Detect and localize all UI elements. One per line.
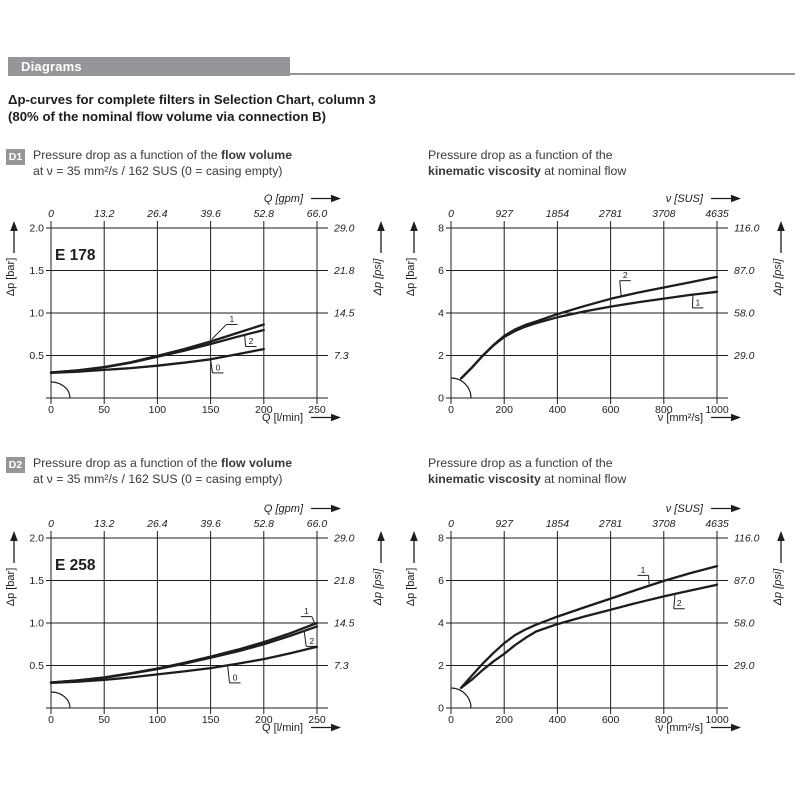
arrow-right-icon	[331, 414, 341, 422]
svg-text:0: 0	[232, 672, 238, 683]
arrow-right-icon	[731, 195, 741, 203]
svg-text:39.6: 39.6	[200, 518, 221, 530]
origin-arc	[51, 382, 70, 398]
svg-text:2: 2	[438, 660, 444, 672]
caption-d2-right	[428, 456, 788, 488]
curve-label-2	[674, 595, 685, 609]
tick-labels	[438, 208, 760, 416]
caption-text: at ν = 35 mm²/s / 162 SUS (0 = casing empty)	[33, 471, 283, 486]
svg-text:200: 200	[255, 404, 273, 416]
svg-text:2: 2	[309, 635, 315, 646]
svg-text:52.8: 52.8	[253, 518, 275, 530]
page-title-line1: Δp-curves for complete filters in Selection Chart, column 3	[8, 92, 376, 107]
curve-label-2	[245, 335, 257, 347]
caption-text: Pressure drop as a function of the	[33, 148, 221, 162]
caption-text: Pressure drop as a function of the	[33, 456, 221, 470]
caption-text-bold: kinematic viscosity	[428, 163, 541, 178]
svg-text:14.5: 14.5	[334, 307, 355, 320]
svg-text:600: 600	[601, 714, 620, 726]
svg-text:13.2: 13.2	[93, 208, 115, 220]
svg-text:927: 927	[495, 518, 513, 530]
right-axis-title: Δp [psi]	[372, 568, 384, 606]
svg-text:0: 0	[215, 362, 221, 373]
curves	[461, 277, 717, 379]
svg-text:21.8: 21.8	[334, 265, 355, 277]
svg-text:66.0: 66.0	[306, 518, 328, 530]
chart-d1-flow-volume	[0, 190, 400, 440]
caption-d2-left-text	[33, 456, 292, 488]
svg-text:0: 0	[48, 208, 54, 220]
svg-text:3708: 3708	[652, 518, 676, 530]
svg-text:2: 2	[248, 336, 254, 347]
svg-text:116.0: 116.0	[734, 532, 760, 545]
arrow-right-icon	[731, 414, 741, 422]
chart-d1-viscosity	[400, 190, 800, 440]
caption-text: Pressure drop as a function of the	[428, 148, 613, 162]
left-axis-title: Δp [bar]	[405, 567, 417, 607]
svg-text:1000: 1000	[705, 404, 729, 416]
svg-text:29.0: 29.0	[334, 222, 355, 235]
caption-text: Pressure drop as a function of the	[428, 456, 613, 470]
svg-text:29.0: 29.0	[734, 350, 755, 362]
curve-label-0	[211, 360, 224, 373]
svg-text:0: 0	[448, 208, 454, 220]
top-axis-title: Q [gpm]	[263, 503, 303, 515]
curve-label-1	[692, 295, 703, 308]
svg-text:0: 0	[448, 404, 454, 416]
caption-d1-left	[6, 148, 396, 180]
svg-text:100: 100	[148, 404, 167, 416]
svg-text:0: 0	[438, 392, 444, 405]
svg-text:0.5: 0.5	[29, 660, 44, 672]
right-axis-title: Δp [psi]	[372, 258, 384, 296]
top-axis-title: ν [SUS]	[665, 503, 703, 515]
caption-d1-left-text	[33, 148, 292, 180]
curves	[51, 623, 317, 683]
curve-label-2	[620, 270, 631, 296]
svg-text:2: 2	[676, 598, 682, 609]
svg-text:1854: 1854	[545, 518, 570, 530]
caption-text: at nominal flow	[540, 163, 627, 178]
svg-text:100: 100	[148, 714, 167, 726]
curve-label-0	[228, 666, 241, 683]
svg-text:50: 50	[98, 404, 111, 416]
left-axis-title: Δp [bar]	[405, 257, 417, 297]
curve-1	[51, 623, 317, 683]
svg-text:29.0: 29.0	[334, 532, 355, 545]
caption-text-bold: kinematic viscosity	[428, 471, 541, 486]
caption-text: at ν = 35 mm²/s / 162 SUS (0 = casing empty)	[33, 163, 283, 178]
right-axis-title: Δp [psi]	[772, 258, 784, 296]
svg-text:52.8: 52.8	[253, 208, 275, 220]
grid	[446, 531, 728, 714]
tick-labels	[438, 518, 760, 726]
svg-text:6: 6	[438, 265, 444, 277]
arrow-right-icon	[731, 505, 741, 513]
svg-text:6: 6	[438, 575, 444, 587]
bottom-axis-title: ν [mm²/s]	[657, 722, 703, 734]
svg-text:1.0: 1.0	[29, 617, 44, 630]
svg-text:26.4: 26.4	[147, 518, 168, 530]
svg-text:8: 8	[438, 222, 444, 235]
curve-label-1	[638, 565, 650, 584]
svg-text:1: 1	[640, 564, 646, 575]
svg-text:13.2: 13.2	[93, 518, 115, 530]
svg-text:250: 250	[308, 714, 326, 726]
svg-text:87.0: 87.0	[734, 575, 755, 587]
arrow-right-icon	[731, 724, 741, 732]
svg-text:600: 600	[601, 404, 620, 416]
caption-d1-right	[428, 148, 788, 180]
caption-text-bold: flow volume	[220, 148, 293, 162]
svg-text:29.0: 29.0	[734, 660, 755, 672]
svg-text:2.0: 2.0	[29, 532, 44, 545]
svg-text:14.5: 14.5	[334, 617, 355, 630]
svg-text:1.5: 1.5	[29, 575, 44, 587]
svg-text:21.8: 21.8	[334, 575, 355, 587]
section-header	[8, 57, 290, 76]
svg-text:250: 250	[308, 404, 326, 416]
top-axis-title: ν [SUS]	[665, 193, 703, 205]
svg-text:927: 927	[495, 208, 513, 220]
page-title	[8, 91, 376, 125]
left-axis-title: Δp [bar]	[5, 567, 17, 607]
svg-text:1854: 1854	[545, 208, 570, 220]
svg-text:4: 4	[438, 617, 444, 630]
svg-text:0: 0	[448, 518, 454, 530]
tick-labels	[29, 208, 354, 416]
svg-text:3708: 3708	[652, 208, 676, 220]
page-title-line2: (80% of the nominal flow volume via connection B)	[8, 109, 327, 124]
svg-text:2: 2	[438, 350, 444, 362]
top-axis-title: Q [gpm]	[263, 193, 303, 205]
svg-text:39.6: 39.6	[200, 208, 221, 220]
model-label: E 178	[55, 247, 96, 264]
curve-label-1	[212, 314, 238, 339]
svg-text:0.5: 0.5	[29, 350, 44, 362]
svg-text:150: 150	[201, 714, 220, 726]
svg-text:800: 800	[655, 404, 673, 416]
svg-text:1: 1	[229, 313, 235, 324]
svg-text:50: 50	[98, 714, 111, 726]
curve-label-2	[304, 631, 317, 646]
svg-text:87.0: 87.0	[734, 265, 755, 277]
svg-text:66.0: 66.0	[306, 208, 328, 220]
svg-text:4: 4	[438, 307, 444, 320]
curve-2	[461, 277, 717, 379]
curve-2	[51, 626, 317, 682]
svg-text:0: 0	[448, 714, 454, 726]
svg-text:1: 1	[303, 606, 309, 617]
arrow-right-icon	[331, 505, 341, 513]
svg-text:0: 0	[48, 404, 54, 416]
svg-text:0: 0	[48, 714, 54, 726]
left-axis-title: Δp [bar]	[5, 257, 17, 297]
svg-text:800: 800	[655, 714, 673, 726]
tick-labels	[29, 518, 354, 726]
caption-d1-right-text	[428, 148, 626, 180]
svg-text:150: 150	[201, 404, 220, 416]
svg-text:4635: 4635	[705, 518, 729, 530]
svg-text:2: 2	[622, 270, 628, 281]
d2-badge: D2	[6, 457, 25, 473]
svg-text:8: 8	[438, 532, 444, 545]
svg-text:1.5: 1.5	[29, 265, 44, 277]
svg-text:0: 0	[48, 518, 54, 530]
svg-text:7.3: 7.3	[334, 350, 349, 362]
chart-d2-flow-volume	[0, 500, 400, 750]
section-header-label: Diagrams	[21, 59, 82, 74]
svg-text:58.0: 58.0	[734, 307, 755, 320]
curves	[461, 566, 717, 688]
svg-text:4635: 4635	[705, 208, 729, 220]
svg-text:0: 0	[438, 702, 444, 715]
origin-arc	[451, 378, 471, 398]
bottom-axis-title: Q [l/min]	[262, 412, 303, 424]
svg-text:1000: 1000	[705, 714, 729, 726]
right-axis-title: Δp [psi]	[772, 568, 784, 606]
curve-1	[461, 566, 717, 688]
origin-arc	[451, 688, 471, 708]
svg-text:7.3: 7.3	[334, 660, 349, 672]
svg-text:58.0: 58.0	[734, 617, 755, 630]
curve-label-1	[301, 606, 315, 624]
bottom-axis-title: ν [mm²/s]	[657, 412, 703, 424]
svg-text:2781: 2781	[598, 518, 623, 530]
svg-text:400: 400	[548, 714, 567, 726]
caption-d2-left	[6, 456, 396, 488]
arrow-right-icon	[331, 195, 341, 203]
arrow-right-icon	[331, 724, 341, 732]
svg-text:2781: 2781	[598, 208, 623, 220]
svg-text:2.0: 2.0	[29, 222, 44, 235]
model-label: E 258	[55, 557, 96, 574]
svg-text:200: 200	[495, 404, 513, 416]
d1-badge: D1	[6, 149, 25, 165]
caption-text-bold: flow volume	[220, 456, 293, 470]
caption-d2-right-text	[428, 456, 626, 488]
section-header-rule	[290, 73, 795, 76]
origin-arc	[51, 692, 70, 708]
svg-text:116.0: 116.0	[734, 222, 760, 235]
svg-text:200: 200	[495, 714, 513, 726]
caption-text: at nominal flow	[540, 471, 627, 486]
bottom-axis-title: Q [l/min]	[262, 722, 303, 734]
grid	[446, 221, 728, 404]
svg-text:1.0: 1.0	[29, 307, 44, 320]
svg-text:400: 400	[548, 404, 567, 416]
svg-text:1: 1	[695, 297, 701, 308]
svg-text:200: 200	[255, 714, 273, 726]
svg-text:26.4: 26.4	[147, 208, 168, 220]
chart-d2-viscosity	[400, 500, 800, 750]
